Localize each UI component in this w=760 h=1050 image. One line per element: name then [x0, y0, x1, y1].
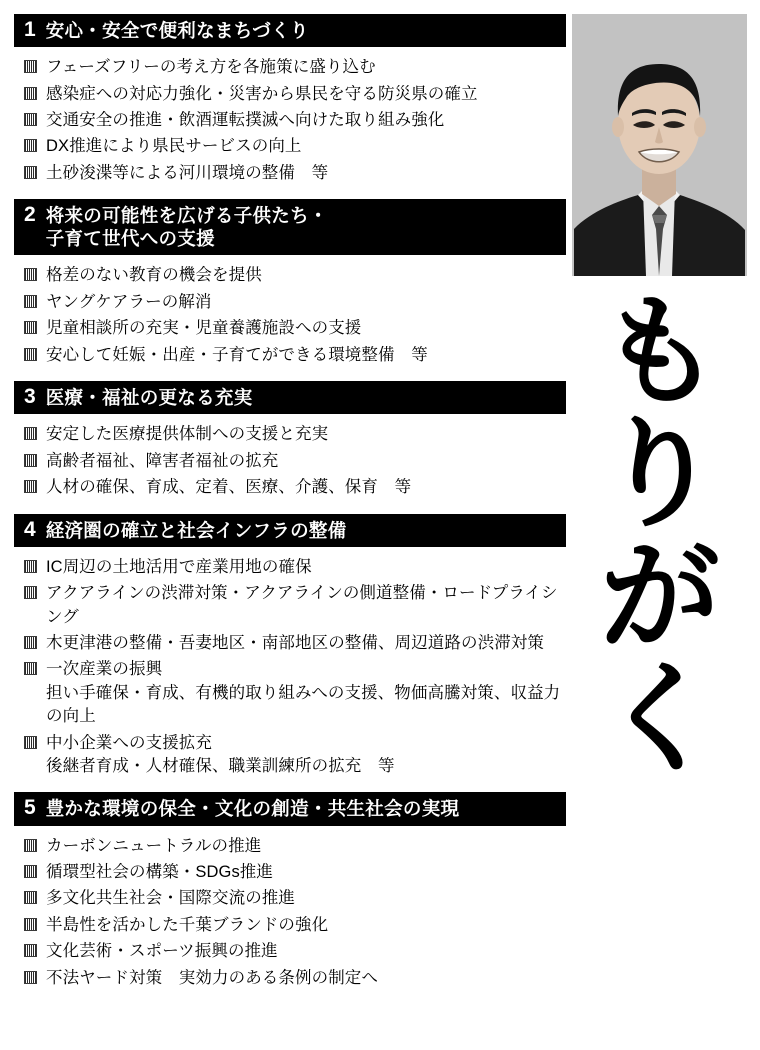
list-item: [14, 732, 566, 779]
section-number: 3: [24, 385, 36, 409]
list-item: [14, 344, 566, 367]
list-item: [14, 835, 566, 858]
square-bullet-icon: [24, 113, 37, 126]
list-item-label: 交通安全の推進・飲酒運転撲滅へ向けた取り組み強化: [46, 110, 445, 129]
name-char: り: [600, 405, 718, 545]
square-bullet-icon: [24, 268, 37, 281]
square-bullet-icon: [24, 427, 37, 440]
list-item-sub: 担い手確保・育成、有機的取り組みへの支援、物価高騰対策、収益力の向上: [46, 683, 561, 726]
square-bullet-icon: [24, 891, 37, 904]
section-title: [46, 203, 328, 250]
square-bullet-icon: [24, 560, 37, 573]
square-bullet-icon: [24, 636, 37, 649]
list-item: [14, 56, 566, 79]
section-title-line: 経済圏の確立と社会インフラの整備: [45, 519, 347, 541]
list-item: [14, 423, 566, 446]
square-bullet-icon: [24, 139, 37, 152]
list-item-label: [46, 732, 395, 779]
list-item: [14, 264, 566, 287]
section-title: [46, 518, 347, 542]
section-items-2: [14, 264, 566, 367]
list-item: [14, 109, 566, 132]
list-item: [14, 556, 566, 579]
list-item-label: 循環型社会の構築・SDGs推進: [46, 863, 274, 882]
square-bullet-icon: [24, 865, 37, 878]
list-item: [14, 83, 566, 106]
section-header-3: [14, 381, 566, 414]
list-item-label: IC周辺の土地活用で産業用地の確保: [46, 557, 312, 576]
section-title: [46, 18, 309, 42]
list-item: [14, 135, 566, 158]
section-header-4: [14, 514, 566, 547]
section-title-line: 子育て世代への支援: [45, 228, 215, 250]
name-char: も: [600, 283, 718, 422]
list-item-label: 木更津港の整備・吾妻地区・南部地区の整備、周辺道路の渋滞対策: [46, 633, 544, 652]
list-item: [14, 582, 566, 629]
section-number: 5: [24, 796, 36, 820]
section-items-3: [14, 423, 566, 499]
list-item: [14, 476, 566, 499]
list-item: [14, 940, 566, 963]
section-items-5: [14, 835, 566, 991]
name-char: が: [600, 527, 718, 667]
square-bullet-icon: [24, 944, 37, 957]
name-char: く: [600, 650, 718, 790]
square-bullet-icon: [24, 454, 37, 467]
list-item-label: 感染症への対応力強化・災害から県民を守る防災県の確立: [46, 84, 478, 103]
list-item: [14, 162, 566, 185]
section-header-5: [14, 792, 566, 825]
list-item-label: 土砂浚渫等による河川環境の整備 等: [46, 163, 329, 182]
list-item-label: 格差のない教育の機会を提供: [46, 266, 262, 285]
section-items-1: [14, 56, 566, 185]
section-title-line: 豊かな環境の保全・文化の創造・共生社会の実現: [45, 798, 460, 820]
section-header-2: [14, 199, 566, 255]
portrait-illustration: [572, 14, 747, 276]
square-bullet-icon: [24, 60, 37, 73]
section-title: [46, 385, 253, 409]
section-number: 2: [24, 203, 36, 227]
square-bullet-icon: [24, 586, 37, 599]
list-item-label: 安心して妊娠・出産・子育てができる環境整備 等: [46, 345, 428, 364]
list-item-label: 不法ヤード対策 実効力のある条例の制定へ: [46, 968, 378, 987]
list-item-label: 人材の確保、育成、定着、医療、介護、保育 等: [46, 478, 412, 497]
list-item: [14, 914, 566, 937]
candidate-name-vertical: [566, 283, 752, 790]
list-item: [14, 317, 566, 340]
list-item-main: 中小企業への支援拡充: [46, 733, 212, 752]
square-bullet-icon: [24, 736, 37, 749]
square-bullet-icon: [24, 480, 37, 493]
list-item: [14, 658, 566, 728]
square-bullet-icon: [24, 971, 37, 984]
section-header-1: [14, 14, 566, 47]
list-item-label: 児童相談所の充実・児童養護施設への支援: [46, 319, 362, 338]
list-item-label: カーボンニュートラルの推進: [46, 836, 262, 855]
list-item-label: DX推進により県民サービスの向上: [46, 137, 302, 156]
section-number: 1: [24, 18, 36, 41]
square-bullet-icon: [24, 321, 37, 334]
square-bullet-icon: [24, 918, 37, 931]
list-item-label: ヤングケアラーの解消: [46, 292, 212, 311]
square-bullet-icon: [24, 295, 37, 308]
section-title-line: 医療・福祉の更なる充実: [45, 387, 253, 409]
list-item-label: 文化芸術・スポーツ振興の推進: [46, 942, 278, 961]
section-items-4: [14, 556, 566, 779]
list-item-label: 安定した医療提供体制への支援と充実: [46, 425, 329, 444]
list-item-label: 高齢者福祉、障害者福祉の拡充: [46, 451, 279, 470]
list-item-main: 一次産業の振興: [46, 660, 163, 679]
list-item-sub: 後継者育成・人材確保、職業訓練所の拡充 等: [46, 757, 395, 776]
policy-sections: [14, 14, 566, 1004]
list-item: [14, 861, 566, 884]
list-item: [14, 291, 566, 314]
list-item: [14, 887, 566, 910]
square-bullet-icon: [24, 166, 37, 179]
list-item-label: 多文化共生社会・国際交流の推進: [46, 889, 295, 908]
list-item-label: 半島性を活かした千葉ブランドの強化: [46, 915, 329, 934]
list-item-label: [46, 658, 566, 728]
section-title-line: 安心・安全で便利なまちづくり: [45, 20, 309, 41]
candidate-portrait-photo: [572, 14, 747, 276]
section-number: 4: [24, 517, 36, 541]
list-item-label: アクアラインの渋滞対策・アクアラインの側道整備・ロードプライシング: [46, 584, 558, 626]
list-item-label: フェーズフリーの考え方を各施策に盛り込む: [46, 58, 376, 77]
list-item: [14, 450, 566, 473]
section-title-line: 将来の可能性を広げる子供たち・: [45, 205, 328, 227]
section-title: [46, 796, 460, 820]
square-bullet-icon: [24, 839, 37, 852]
list-item: [14, 632, 566, 655]
square-bullet-icon: [24, 87, 37, 100]
square-bullet-icon: [24, 348, 37, 361]
list-item: [14, 967, 566, 990]
square-bullet-icon: [24, 662, 37, 675]
